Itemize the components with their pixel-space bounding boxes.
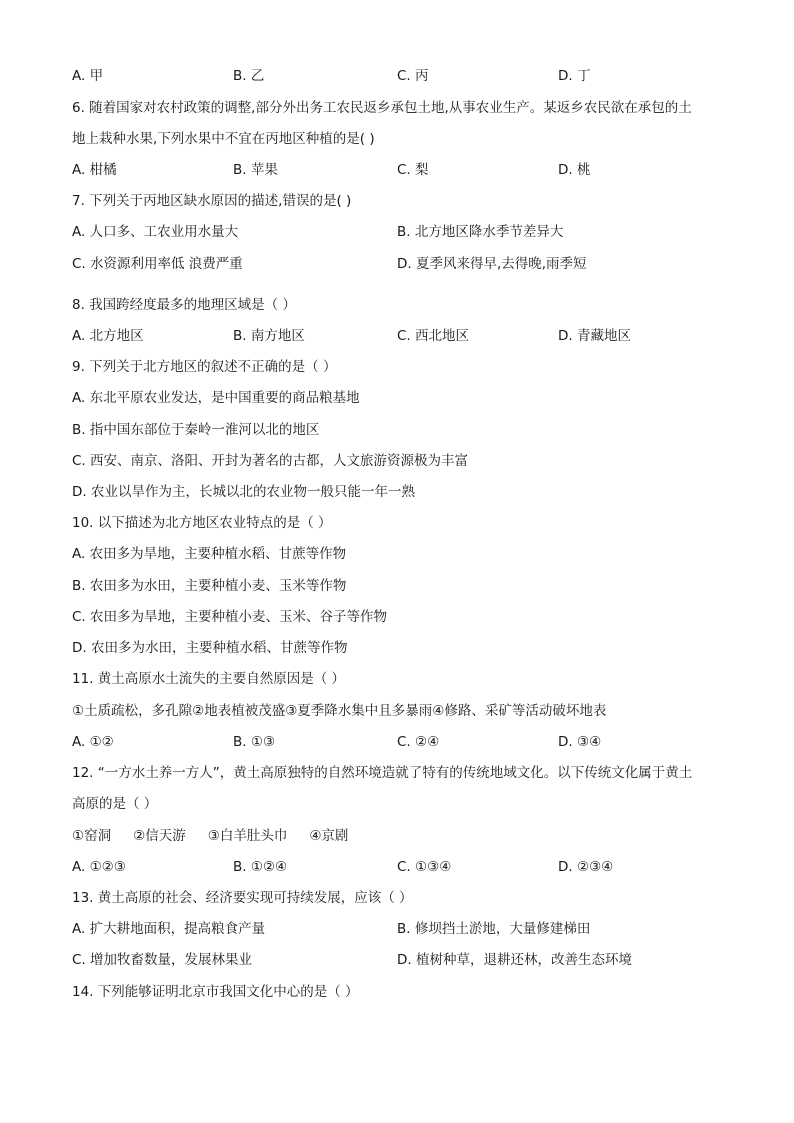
- option-d: D. 农田多为水田，主要种植水稻、甘蔗等作物: [72, 640, 348, 656]
- option-a: A. ①②: [72, 734, 114, 750]
- question-12-items: [72, 827, 348, 845]
- item-3: ③白羊肚头巾: [207, 828, 288, 844]
- question-6-stem-line-2: 地上栽种水果,下列水果中不宜在丙地区种植的是( ): [72, 131, 375, 147]
- option-a: A. ①②③: [72, 859, 126, 875]
- question-7-stem: 7. 下列关于丙地区缺水原因的描述,错误的是( ): [72, 193, 352, 209]
- option-d: D. 植树种草，退耕还林，改善生态环境: [397, 952, 632, 968]
- question-11-items: ①土质疏松，多孔隙②地表植被茂盛③夏季降水集中且多暴雨④修路、采矿等活动破坏地表: [72, 703, 607, 719]
- question-12-stem-line-1: 12. “一方水土养一方人”，黄土高原独特的自然环境造就了特有的传统地域文化。以下传统文化属于黄土: [72, 765, 693, 781]
- option-b: B. 修坝挡土淤地，大量修建梯田: [397, 921, 591, 937]
- question-13-stem: 13. 黄土高原的社会、经济要实现可持续发展，应该（ ）: [72, 890, 413, 906]
- option-c: C. ①③④: [397, 859, 452, 875]
- option-d: D. 夏季风来得早,去得晚,雨季短: [397, 256, 587, 272]
- option-c: C. 水资源利用率低 浪费严重: [72, 256, 243, 272]
- option-c: C. 丙: [397, 68, 429, 84]
- item-4: ④京剧: [309, 828, 349, 844]
- option-c: C. 西北地区: [397, 328, 470, 344]
- option-d: D. 青藏地区: [558, 328, 631, 344]
- question-11-stem: 11. 黄土高原水土流失的主要自然原因是（ ）: [72, 671, 346, 687]
- option-a: A. 农田多为旱地，主要种植水稻、甘蔗等作物: [72, 546, 347, 562]
- question-8-stem: 8. 我国跨经度最多的地理区域是（ ）: [72, 297, 296, 313]
- question-10-stem: 10. 以下描述为北方地区农业特点的是（ ）: [72, 515, 332, 531]
- option-d: D. ③④: [558, 734, 602, 750]
- question-12-stem-line-2: 高原的是（ ）: [72, 796, 158, 812]
- option-a: A. 人口多、工农业用水量大: [72, 224, 239, 240]
- option-a: A. 甲: [72, 68, 104, 84]
- question-14-stem: 14. 下列能够证明北京市我国文化中心的是（ ）: [72, 984, 359, 1000]
- option-b: B. ①②④: [233, 859, 288, 875]
- option-d: D. ②③④: [558, 859, 614, 875]
- option-b: B. 农田多为水田，主要种植小麦、玉米等作物: [72, 578, 347, 594]
- option-c: C. 农田多为旱地，主要种植小麦、玉米、谷子等作物: [72, 609, 388, 625]
- option-d: D. 桃: [558, 162, 591, 178]
- option-b: B. 南方地区: [233, 328, 305, 344]
- question-6-stem-line-1: 6. 随着国家对农村政策的调整,部分外出务工农民返乡承包土地,从事农业生产。某返乡农民欲在承包的土: [72, 100, 692, 116]
- option-b: B. 指中国东部位于秦岭一淮河以北的地区: [72, 422, 320, 438]
- option-d: D. 农业以旱作为主，长城以北的农业物一般只能一年一熟: [72, 484, 415, 500]
- option-c: C. 增加牧畜数量，发展林果业: [72, 952, 253, 968]
- option-d: D. 丁: [558, 68, 591, 84]
- option-a: A. 东北平原农业发达，是中国重要的商品粮基地: [72, 390, 360, 406]
- option-a: A. 北方地区: [72, 328, 144, 344]
- option-a: A. 柑橘: [72, 162, 117, 178]
- option-a: A. 扩大耕地面积，提高粮食产量: [72, 921, 266, 937]
- question-9-stem: 9. 下列关于北方地区的叙述不正确的是（ ）: [72, 359, 337, 375]
- option-b: B. 苹果: [233, 162, 278, 178]
- item-1: ①窑洞: [72, 828, 112, 844]
- option-c: C. ②④: [397, 734, 440, 750]
- option-c: C. 西安、南京、洛阳、开封为著名的古都，人文旅游资源极为丰富: [72, 453, 469, 469]
- option-b: B. 北方地区降水季节差异大: [397, 224, 564, 240]
- item-2: ②信天游: [133, 828, 186, 844]
- option-b: B. 乙: [233, 68, 265, 84]
- option-c: C. 梨: [397, 162, 429, 178]
- option-b: B. ①③: [233, 734, 276, 750]
